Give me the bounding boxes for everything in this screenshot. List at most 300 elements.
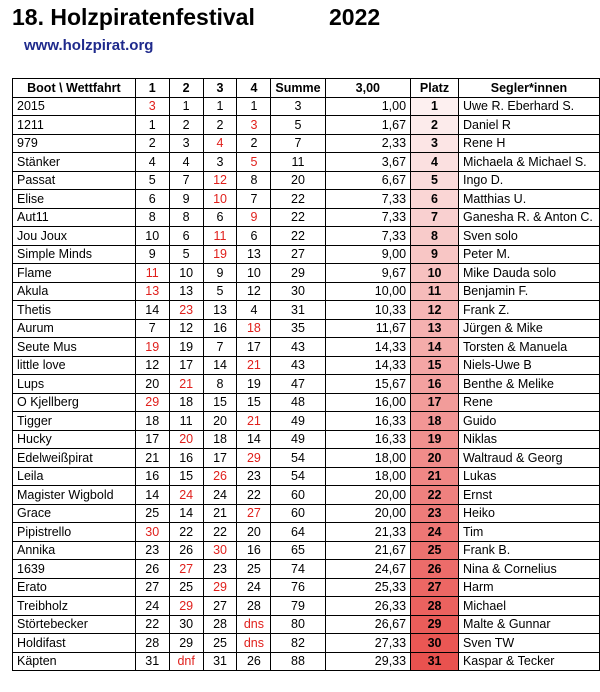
race-3-result: 26 <box>203 467 237 486</box>
race-1-result: 2 <box>135 134 169 153</box>
race-4-result: 17 <box>237 338 271 357</box>
col-header-race-4: 4 <box>237 79 271 98</box>
table-row <box>13 301 600 320</box>
points-average: 21,33 <box>325 523 411 542</box>
race-1-result: 11 <box>135 264 169 283</box>
col-header-race-1: 1 <box>135 79 169 98</box>
race-3-result: 1 <box>203 97 237 116</box>
sailors: Frank B. <box>458 541 599 560</box>
table-row <box>13 208 600 227</box>
race-3-result: 15 <box>203 393 237 412</box>
race-4-result: 29 <box>237 449 271 468</box>
table-row <box>13 393 600 412</box>
sailors: Niels-Uwe B <box>458 356 599 375</box>
race-2-result: 17 <box>169 356 203 375</box>
points-sum: 22 <box>271 227 325 246</box>
race-2-result: 18 <box>169 393 203 412</box>
sailors: Torsten & Manuela <box>458 338 599 357</box>
race-2-result: 6 <box>169 227 203 246</box>
placement: 30 <box>411 634 459 653</box>
results-table <box>12 78 600 671</box>
boat-name: Lups <box>13 375 136 394</box>
race-2-result: 12 <box>169 319 203 338</box>
points-average: 16,33 <box>325 412 411 431</box>
table-row <box>13 597 600 616</box>
race-1-result: 10 <box>135 227 169 246</box>
page-title: 18. Holzpiratenfestival <box>12 4 255 30</box>
race-1-result: 30 <box>135 523 169 542</box>
points-sum: 22 <box>271 190 325 209</box>
race-2-result: 21 <box>169 375 203 394</box>
race-3-result: 9 <box>203 264 237 283</box>
sailors: Daniel R <box>458 116 599 135</box>
race-3-result: 23 <box>203 560 237 579</box>
race-2-result: 5 <box>169 245 203 264</box>
points-average: 29,33 <box>325 652 411 671</box>
points-sum: 80 <box>271 615 325 634</box>
race-4-result: dns <box>237 615 271 634</box>
placement: 17 <box>411 393 459 412</box>
race-4-result: 28 <box>237 597 271 616</box>
race-2-result: 13 <box>169 282 203 301</box>
race-3-result: 8 <box>203 375 237 394</box>
placement: 11 <box>411 282 459 301</box>
points-sum: 76 <box>271 578 325 597</box>
table-row <box>13 615 600 634</box>
race-4-result: 20 <box>237 523 271 542</box>
placement: 4 <box>411 153 459 172</box>
table-row <box>13 338 600 357</box>
boat-name: O Kjellberg <box>13 393 136 412</box>
table-row <box>13 190 600 209</box>
table-row <box>13 412 600 431</box>
sailors: Sven solo <box>458 227 599 246</box>
sailors: Heiko <box>458 504 599 523</box>
points-sum: 48 <box>271 393 325 412</box>
points-average: 1,67 <box>325 116 411 135</box>
points-sum: 5 <box>271 116 325 135</box>
race-2-result: 29 <box>169 597 203 616</box>
points-sum: 65 <box>271 541 325 560</box>
boat-name: Hucky <box>13 430 136 449</box>
sailors: Michael <box>458 597 599 616</box>
sailors: Mike Dauda solo <box>458 264 599 283</box>
race-2-result: 19 <box>169 338 203 357</box>
points-average: 21,67 <box>325 541 411 560</box>
points-average: 20,00 <box>325 504 411 523</box>
points-average: 16,33 <box>325 430 411 449</box>
boat-name: Stänker <box>13 153 136 172</box>
race-2-result: 8 <box>169 208 203 227</box>
points-average: 7,33 <box>325 227 411 246</box>
points-sum: 22 <box>271 208 325 227</box>
placement: 24 <box>411 523 459 542</box>
boat-name: 1639 <box>13 560 136 579</box>
race-1-result: 25 <box>135 504 169 523</box>
race-4-result: 2 <box>237 134 271 153</box>
race-2-result: 23 <box>169 301 203 320</box>
race-1-result: 27 <box>135 578 169 597</box>
boat-name: Passat <box>13 171 136 190</box>
placement: 20 <box>411 449 459 468</box>
points-sum: 60 <box>271 486 325 505</box>
points-sum: 88 <box>271 652 325 671</box>
points-sum: 20 <box>271 171 325 190</box>
race-1-result: 14 <box>135 301 169 320</box>
points-sum: 31 <box>271 301 325 320</box>
points-average: 10,33 <box>325 301 411 320</box>
boat-name: Aut11 <box>13 208 136 227</box>
points-sum: 49 <box>271 412 325 431</box>
race-4-result: 15 <box>237 393 271 412</box>
race-4-result: 18 <box>237 319 271 338</box>
placement: 28 <box>411 597 459 616</box>
race-1-result: 29 <box>135 393 169 412</box>
race-1-result: 28 <box>135 634 169 653</box>
sailors: Rene H <box>458 134 599 153</box>
race-3-result: 18 <box>203 430 237 449</box>
table-row <box>13 449 600 468</box>
race-3-result: 27 <box>203 597 237 616</box>
points-sum: 74 <box>271 560 325 579</box>
race-3-result: 28 <box>203 615 237 634</box>
race-1-result: 22 <box>135 615 169 634</box>
boat-name: Flame <box>13 264 136 283</box>
boat-name: Störtebecker <box>13 615 136 634</box>
boat-name: Akula <box>13 282 136 301</box>
boat-name: Elise <box>13 190 136 209</box>
race-2-result: 29 <box>169 634 203 653</box>
race-4-result: 27 <box>237 504 271 523</box>
points-average: 11,67 <box>325 319 411 338</box>
race-3-result: 31 <box>203 652 237 671</box>
points-average: 6,67 <box>325 171 411 190</box>
boat-name: Pipistrello <box>13 523 136 542</box>
sailors: Harm <box>458 578 599 597</box>
race-2-result: 2 <box>169 116 203 135</box>
race-2-result: dnf <box>169 652 203 671</box>
race-1-result: 21 <box>135 449 169 468</box>
points-average: 18,00 <box>325 449 411 468</box>
table-row <box>13 153 600 172</box>
points-sum: 27 <box>271 245 325 264</box>
col-header-average: 3,00 <box>325 79 411 98</box>
race-2-result: 4 <box>169 153 203 172</box>
race-4-result: 9 <box>237 208 271 227</box>
table-row <box>13 430 600 449</box>
race-1-result: 20 <box>135 375 169 394</box>
points-sum: 82 <box>271 634 325 653</box>
placement: 25 <box>411 541 459 560</box>
placement: 22 <box>411 486 459 505</box>
col-header-race-3: 3 <box>203 79 237 98</box>
race-1-result: 6 <box>135 190 169 209</box>
race-3-result: 14 <box>203 356 237 375</box>
points-sum: 11 <box>271 153 325 172</box>
points-sum: 54 <box>271 449 325 468</box>
sailors: Benthe & Melike <box>458 375 599 394</box>
race-3-result: 16 <box>203 319 237 338</box>
col-header-race-2: 2 <box>169 79 203 98</box>
race-2-result: 27 <box>169 560 203 579</box>
sailors: Benjamin F. <box>458 282 599 301</box>
placement: 7 <box>411 208 459 227</box>
sailors: Jürgen & Mike <box>458 319 599 338</box>
points-sum: 79 <box>271 597 325 616</box>
race-3-result: 30 <box>203 541 237 560</box>
table-row <box>13 97 600 116</box>
points-average: 1,00 <box>325 97 411 116</box>
race-3-result: 13 <box>203 301 237 320</box>
race-2-result: 10 <box>169 264 203 283</box>
points-average: 9,67 <box>325 264 411 283</box>
race-4-result: 23 <box>237 467 271 486</box>
race-3-result: 21 <box>203 504 237 523</box>
points-sum: 60 <box>271 504 325 523</box>
points-average: 7,33 <box>325 190 411 209</box>
points-sum: 49 <box>271 430 325 449</box>
table-row <box>13 319 600 338</box>
boat-name: Käpten <box>13 652 136 671</box>
race-3-result: 3 <box>203 153 237 172</box>
boat-name: Grace <box>13 504 136 523</box>
table-row <box>13 504 600 523</box>
sailors: Kaspar & Tecker <box>458 652 599 671</box>
table-row <box>13 116 600 135</box>
race-4-result: 7 <box>237 190 271 209</box>
points-average: 3,67 <box>325 153 411 172</box>
website-link[interactable]: www.holzpirat.org <box>24 37 154 54</box>
boat-name: 979 <box>13 134 136 153</box>
col-header-platz: Platz <box>411 79 459 98</box>
sailors: Frank Z. <box>458 301 599 320</box>
race-1-result: 18 <box>135 412 169 431</box>
points-sum: 35 <box>271 319 325 338</box>
table-row <box>13 560 600 579</box>
race-2-result: 7 <box>169 171 203 190</box>
race-2-result: 20 <box>169 430 203 449</box>
points-sum: 7 <box>271 134 325 153</box>
race-4-result: 12 <box>237 282 271 301</box>
sailors: Matthias U. <box>458 190 599 209</box>
points-sum: 29 <box>271 264 325 283</box>
boat-name: 1211 <box>13 116 136 135</box>
boat-name: little love <box>13 356 136 375</box>
placement: 13 <box>411 319 459 338</box>
points-average: 27,33 <box>325 634 411 653</box>
race-3-result: 20 <box>203 412 237 431</box>
boat-name: Seute Mus <box>13 338 136 357</box>
table-row <box>13 652 600 671</box>
race-1-result: 13 <box>135 282 169 301</box>
table-row <box>13 523 600 542</box>
points-average: 24,67 <box>325 560 411 579</box>
race-4-result: 16 <box>237 541 271 560</box>
race-4-result: 8 <box>237 171 271 190</box>
race-3-result: 24 <box>203 486 237 505</box>
race-1-result: 19 <box>135 338 169 357</box>
table-row <box>13 245 600 264</box>
race-1-result: 1 <box>135 116 169 135</box>
points-average: 26,33 <box>325 597 411 616</box>
race-2-result: 14 <box>169 504 203 523</box>
race-1-result: 24 <box>135 597 169 616</box>
sailors: Ernst <box>458 486 599 505</box>
placement: 5 <box>411 171 459 190</box>
points-average: 10,00 <box>325 282 411 301</box>
points-average: 9,00 <box>325 245 411 264</box>
race-4-result: 24 <box>237 578 271 597</box>
race-2-result: 11 <box>169 412 203 431</box>
boat-name: Holdifast <box>13 634 136 653</box>
points-average: 26,67 <box>325 615 411 634</box>
race-2-result: 3 <box>169 134 203 153</box>
boat-name: Treibholz <box>13 597 136 616</box>
table-header-row <box>13 79 600 98</box>
points-average: 7,33 <box>325 208 411 227</box>
points-average: 14,33 <box>325 338 411 357</box>
race-3-result: 11 <box>203 227 237 246</box>
race-1-result: 17 <box>135 430 169 449</box>
race-2-result: 25 <box>169 578 203 597</box>
placement: 14 <box>411 338 459 357</box>
table-row <box>13 467 600 486</box>
placement: 23 <box>411 504 459 523</box>
points-average: 25,33 <box>325 578 411 597</box>
placement: 18 <box>411 412 459 431</box>
race-2-result: 15 <box>169 467 203 486</box>
placement: 2 <box>411 116 459 135</box>
table-row <box>13 282 600 301</box>
race-2-result: 24 <box>169 486 203 505</box>
sailors: Niklas <box>458 430 599 449</box>
boat-name: 2015 <box>13 97 136 116</box>
table-row <box>13 356 600 375</box>
table-row <box>13 134 600 153</box>
race-1-result: 3 <box>135 97 169 116</box>
placement: 1 <box>411 97 459 116</box>
placement: 15 <box>411 356 459 375</box>
placement: 10 <box>411 264 459 283</box>
race-4-result: 4 <box>237 301 271 320</box>
race-4-result: 22 <box>237 486 271 505</box>
race-4-result: dns <box>237 634 271 653</box>
race-4-result: 26 <box>237 652 271 671</box>
sailors: Malte & Gunnar <box>458 615 599 634</box>
boat-name: Leila <box>13 467 136 486</box>
race-4-result: 25 <box>237 560 271 579</box>
placement: 21 <box>411 467 459 486</box>
race-1-result: 8 <box>135 208 169 227</box>
sailors: Uwe R. Eberhard S. <box>458 97 599 116</box>
sailors: Ingo D. <box>458 171 599 190</box>
race-2-result: 26 <box>169 541 203 560</box>
table-row <box>13 171 600 190</box>
points-sum: 30 <box>271 282 325 301</box>
sailors: Peter M. <box>458 245 599 264</box>
sailors: Rene <box>458 393 599 412</box>
placement: 16 <box>411 375 459 394</box>
race-4-result: 5 <box>237 153 271 172</box>
boat-name: Annika <box>13 541 136 560</box>
sailors: Michaela & Michael S. <box>458 153 599 172</box>
boat-name: Magister Wigbold <box>13 486 136 505</box>
points-average: 14,33 <box>325 356 411 375</box>
boat-name: Erato <box>13 578 136 597</box>
event-year: 2022 <box>329 4 381 30</box>
boat-name: Simple Minds <box>13 245 136 264</box>
race-3-result: 5 <box>203 282 237 301</box>
boat-name: Jou Joux <box>13 227 136 246</box>
sailors: Waltraud & Georg <box>458 449 599 468</box>
placement: 19 <box>411 430 459 449</box>
placement: 31 <box>411 652 459 671</box>
race-1-result: 4 <box>135 153 169 172</box>
table-row <box>13 227 600 246</box>
boat-name: Thetis <box>13 301 136 320</box>
race-1-result: 16 <box>135 467 169 486</box>
race-3-result: 4 <box>203 134 237 153</box>
placement: 29 <box>411 615 459 634</box>
points-sum: 43 <box>271 338 325 357</box>
race-1-result: 5 <box>135 171 169 190</box>
race-1-result: 23 <box>135 541 169 560</box>
race-4-result: 6 <box>237 227 271 246</box>
race-3-result: 6 <box>203 208 237 227</box>
race-3-result: 19 <box>203 245 237 264</box>
race-2-result: 16 <box>169 449 203 468</box>
points-average: 18,00 <box>325 467 411 486</box>
sailors: Lukas <box>458 467 599 486</box>
race-1-result: 9 <box>135 245 169 264</box>
points-sum: 54 <box>271 467 325 486</box>
col-header-boot: Boot \ Wettfahrt <box>13 79 136 98</box>
race-4-result: 19 <box>237 375 271 394</box>
race-2-result: 1 <box>169 97 203 116</box>
table-row <box>13 264 600 283</box>
race-3-result: 12 <box>203 171 237 190</box>
points-average: 15,67 <box>325 375 411 394</box>
race-4-result: 10 <box>237 264 271 283</box>
boat-name: Aurum <box>13 319 136 338</box>
boat-name: Tigger <box>13 412 136 431</box>
race-2-result: 9 <box>169 190 203 209</box>
placement: 8 <box>411 227 459 246</box>
placement: 26 <box>411 560 459 579</box>
race-4-result: 21 <box>237 356 271 375</box>
race-4-result: 14 <box>237 430 271 449</box>
race-2-result: 30 <box>169 615 203 634</box>
race-4-result: 3 <box>237 116 271 135</box>
points-average: 16,00 <box>325 393 411 412</box>
race-1-result: 26 <box>135 560 169 579</box>
table-row <box>13 486 600 505</box>
race-1-result: 7 <box>135 319 169 338</box>
race-3-result: 7 <box>203 338 237 357</box>
placement: 12 <box>411 301 459 320</box>
table-row <box>13 578 600 597</box>
sailors: Sven TW <box>458 634 599 653</box>
placement: 3 <box>411 134 459 153</box>
race-3-result: 10 <box>203 190 237 209</box>
sailors: Guido <box>458 412 599 431</box>
sailors: Nina & Cornelius <box>458 560 599 579</box>
race-4-result: 21 <box>237 412 271 431</box>
boat-name: Edelweißpirat <box>13 449 136 468</box>
race-3-result: 29 <box>203 578 237 597</box>
placement: 9 <box>411 245 459 264</box>
race-4-result: 1 <box>237 97 271 116</box>
